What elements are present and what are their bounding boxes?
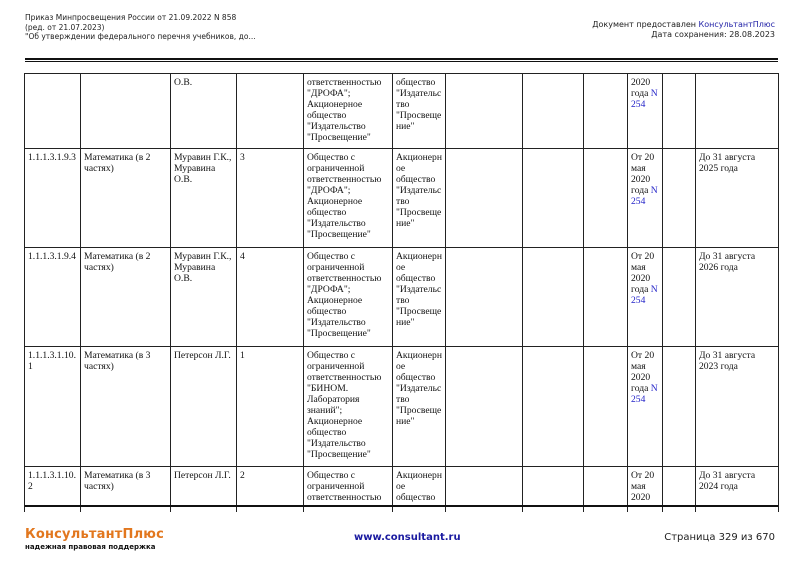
cell-authors-text: Муравин Г.К., Муравина О.В.	[174, 152, 232, 185]
cell-valid-until	[696, 74, 779, 149]
cell-publisher	[304, 347, 393, 467]
cell-publisher	[304, 149, 393, 248]
order-link[interactable]: N 254	[631, 185, 658, 207]
cell-included-from-text: От 20 мая 2020 года	[631, 152, 655, 196]
cell-id-text: 1.1.1.3.1.10.1	[28, 350, 76, 372]
logo-tagline: надежная правовая поддержка	[25, 543, 156, 551]
document-title	[25, 13, 256, 42]
table-row	[25, 248, 779, 347]
cell-empty	[584, 74, 628, 149]
cell-empty	[584, 347, 628, 467]
cell-authors	[171, 347, 237, 467]
cell-publisher-text: ответственностью "ДРОФА"; Акционерное общество "Издательство "Просвещение"	[307, 77, 382, 143]
cell-valid-until-text: До 31 августа 2025 года	[699, 152, 756, 174]
cell-valid-until	[696, 149, 779, 248]
cell-included-from-text: 2020 года	[631, 77, 651, 99]
cell-grade-text: 1	[240, 350, 245, 361]
cell-subject	[81, 347, 171, 467]
cell-subject	[81, 248, 171, 347]
cell-empty	[523, 248, 584, 347]
cell-valid-until-text: До 31 августа 2024 года	[699, 470, 756, 492]
cell-valid-until	[696, 347, 779, 467]
cell-id	[25, 74, 81, 149]
cell-authors-text: О.В.	[174, 77, 193, 88]
page-number: Страница 329 из 670	[664, 532, 775, 543]
cell-valid-until	[696, 248, 779, 347]
cell-publisher-text: Общество с ограниченной ответственностью	[307, 470, 382, 503]
doc-revision: (ред. от 21.07.2023)	[25, 22, 105, 32]
cell-included-from	[628, 347, 663, 467]
cell-authors-text: Муравин Г.К., Муравина О.В.	[174, 251, 232, 284]
cell-authors	[171, 74, 237, 149]
cell-empty	[523, 74, 584, 149]
cell-empty	[446, 149, 523, 248]
cell-included-from-text: От 20 мая 2020 года	[631, 350, 655, 394]
cell-empty	[523, 149, 584, 248]
cell-authors-text: Петерсон Л.Г.	[174, 470, 231, 481]
cell-publisher-rights	[393, 248, 446, 347]
header-divider-thin	[25, 61, 778, 62]
provider-info	[592, 20, 775, 40]
cell-authors	[171, 149, 237, 248]
cell-authors-text: Петерсон Л.Г.	[174, 350, 231, 361]
provided-by-label: Документ предоставлен	[592, 20, 699, 29]
cell-grade	[237, 74, 304, 149]
website-link[interactable]: www.consultant.ru	[354, 532, 461, 543]
cell-empty	[663, 248, 696, 347]
cell-included-from-text: От 20 мая 2020 года	[631, 251, 655, 295]
cell-grade-text: 3	[240, 152, 245, 163]
cell-subject	[81, 74, 171, 149]
cell-empty	[446, 347, 523, 467]
header-divider	[25, 58, 778, 60]
cell-included-from	[628, 74, 663, 149]
cell-publisher-rights	[393, 347, 446, 467]
doc-title-line: Приказ Минпросвещения России от 21.09.2022 N 858	[25, 13, 237, 22]
cell-included-from	[628, 149, 663, 248]
cell-subject	[81, 149, 171, 248]
cell-id	[25, 347, 81, 467]
cell-grade	[237, 149, 304, 248]
cell-valid-until-text: До 31 августа 2026 года	[699, 251, 756, 273]
cell-empty	[446, 248, 523, 347]
cell-empty	[663, 347, 696, 467]
cell-empty	[523, 347, 584, 467]
table-row	[25, 74, 779, 149]
cell-empty	[584, 248, 628, 347]
cell-publisher-rights-text: Акционерное общество "Издательство "Просвещение"	[396, 152, 442, 229]
cell-subject-text: Математика (в 2 частях)	[84, 152, 151, 174]
cell-id-text: 1.1.1.3.1.9.4	[28, 251, 76, 262]
order-link[interactable]: N 254	[631, 88, 658, 110]
save-date: Дата сохранения: 28.08.2023	[651, 30, 775, 39]
textbook-table	[24, 73, 779, 512]
cell-id	[25, 149, 81, 248]
table-row	[25, 149, 779, 248]
table-row	[25, 347, 779, 467]
cell-publisher-text: Общество с ограниченной ответственностью "ДРОФА"; Акционерное общество "Издательство "Просвещение"	[307, 152, 382, 240]
cell-subject-text: Математика (в 2 частях)	[84, 251, 151, 273]
cell-empty	[663, 74, 696, 149]
cell-publisher-rights	[393, 149, 446, 248]
cell-subject-text: Математика (в 3 частях)	[84, 470, 151, 492]
cell-publisher-text: Общество с ограниченной ответственностью "БИНОМ. Лаборатория знаний"; Акционерное общество "Издательство "Просвещение"	[307, 350, 382, 460]
order-link[interactable]: N 254	[631, 383, 658, 405]
cell-grade	[237, 248, 304, 347]
cell-valid-until-text: До 31 августа 2023 года	[699, 350, 756, 372]
footer-divider	[25, 505, 778, 507]
cell-id-text: 1.1.1.3.1.10.2	[28, 470, 76, 492]
cell-id-text: 1.1.1.3.1.9.3	[28, 152, 76, 163]
cell-publisher-rights-text: Акционерное общество	[396, 470, 442, 503]
cell-id	[25, 248, 81, 347]
cell-publisher	[304, 248, 393, 347]
cell-publisher-text: Общество с ограниченной ответственностью "ДРОФА"; Акционерное общество "Издательство "Просвещение"	[307, 251, 382, 339]
cell-publisher-rights-text: Акционерное общество "Издательство "Просвещение"	[396, 350, 442, 427]
cell-publisher-rights-text: общество "Издательство "Просвещение"	[396, 77, 442, 132]
provider-link[interactable]: КонсультантПлюс	[698, 20, 775, 29]
cell-empty	[584, 149, 628, 248]
cell-empty	[446, 74, 523, 149]
order-link[interactable]: N 254	[631, 284, 658, 306]
cell-grade-text: 4	[240, 251, 245, 262]
cell-grade	[237, 347, 304, 467]
cell-included-from-text: От 20 мая 2020	[631, 470, 655, 503]
cell-empty	[663, 149, 696, 248]
doc-subject: "Об утверждении федерального перечня учебников, до...	[25, 32, 256, 41]
logo-name: КонсультантПлюс	[25, 527, 165, 542]
cell-publisher-rights	[393, 74, 446, 149]
cell-publisher	[304, 74, 393, 149]
cell-subject-text: Математика (в 3 частях)	[84, 350, 151, 372]
cell-authors	[171, 248, 237, 347]
consultant-logo	[25, 527, 164, 551]
cell-included-from	[628, 248, 663, 347]
cell-publisher-rights-text: Акционерное общество "Издательство "Просвещение"	[396, 251, 442, 328]
cell-grade-text: 2	[240, 470, 245, 481]
